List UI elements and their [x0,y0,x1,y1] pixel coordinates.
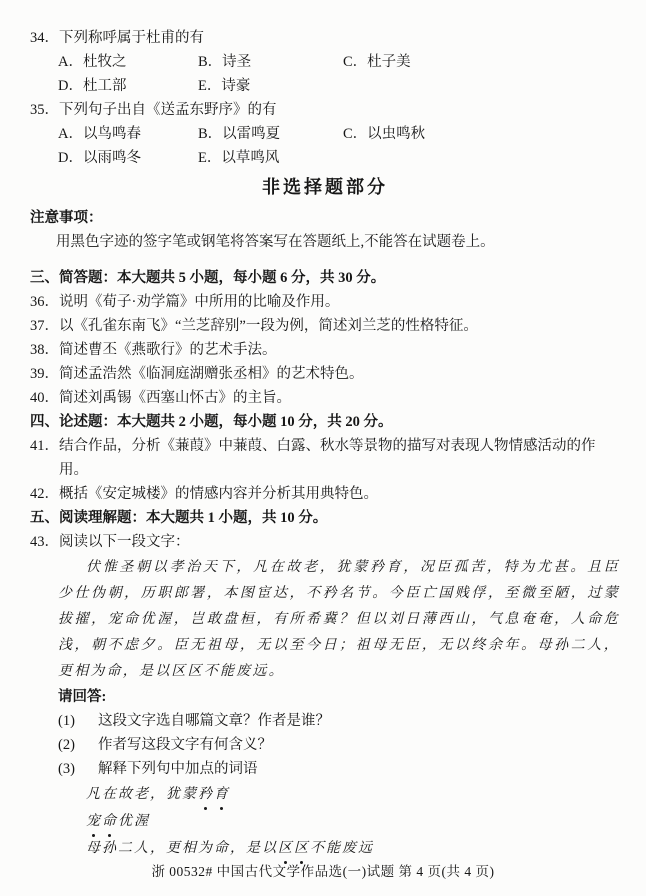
section-4 [30,410,620,506]
reading-passage: 伏惟圣朝以孝治天下，凡在故老，犹蒙矜育，况臣孤苦，特为尤甚。且臣少仕伪朝，历职郎署，本图宦达，不矜名节。今臣亡国贱俘，至微至陋，过蒙拔擢，宠命优渥，岂敢盘桓，有所希冀？但以刘日薄西山，气息奄奄，人命危浅，朝不虑夕。臣无祖母，无以至今日；祖母无臣，无以终余年。母孙二人，更相为命，是以区区不能废远。 [58,560,620,679]
question-40-number: 40． [30,390,59,406]
question-35-option-a: A．以鸟鸣春 [58,126,141,142]
section-4-header: 四、论述题：本大题共 2 小题，每小题 10 分，共 20 分。 [30,414,393,430]
question-37-row [30,314,620,338]
question-35-stem-row [30,98,620,122]
question-43-number: 43． [30,534,59,550]
section-part-heading: 非选择题部分 [262,177,388,197]
question-34-number: 34． [30,30,59,46]
page-footer: 浙 00532# 中国古代文学作品选(一)试题 第 4 页(共 4 页) [151,864,495,879]
phrase-2-dotted-char-1: 宠 [86,808,102,835]
question-40-text: 简述刘禹锡《西塞山怀古》的主旨。 [59,390,291,406]
question-34-stem-row [30,26,620,50]
question-35-option-spacer [343,146,620,170]
question-39-row [30,362,620,386]
question-37-number: 37． [30,318,59,334]
section-3-header: 三、简答题：本大题共 5 小题，每小题 6 分，共 30 分。 [30,270,386,286]
question-35-option-b: B．以雷鸣夏 [198,126,281,142]
question-35-option-e: E．以草鸣风 [198,150,280,166]
question-35-stem: 下列句子出自《送孟东野序》的有 [59,102,277,118]
phrase-2-post: 优渥 [118,814,150,829]
question-34-stem: 下列称呼属于杜甫的有 [59,30,204,46]
phrase-3-dotted-char-2: 区 [294,835,310,862]
question-34-option-a: A．杜牧之 [58,54,127,70]
question-38-row [30,338,620,362]
question-37-text: 以《孔雀东南飞》“兰芝辞别”一段为例，简述刘兰芝的性格特征。 [59,318,478,334]
question-41-number: 41． [30,438,59,454]
question-41-text: 结合作品，分析《蒹葭》中蒹葭、白露、秋水等景物的描写对表现人物情感活动的作用。 [59,438,596,478]
question-42-text: 概括《安定城楼》的情感内容并分析其用典特色。 [59,486,378,502]
subquestion-2 [58,733,620,757]
phrase-3-post: 不能废远 [310,841,374,856]
question-34-option-spacer [343,74,620,98]
question-42-row [30,482,620,506]
question-36-text: 说明《荀子·劝学篇》中所用的比喻及作用。 [59,294,340,310]
notice-block [30,206,620,254]
notice-title: 注意事项： [30,210,103,226]
phrase-1-dotted-char-2: 育 [214,781,230,808]
question-40-row [30,386,620,410]
question-36-number: 36． [30,294,59,310]
question-34-option-e: E．诗豪 [198,78,251,94]
question-34 [30,26,620,98]
phrase-2-dotted-char-2: 命 [102,808,118,835]
section-5-header: 五、阅读理解题：本大题共 1 小题，共 10 分。 [30,510,328,526]
subquestion-3-number: (3) [58,761,75,777]
dotted-phrase-1 [86,781,620,808]
question-43-row [30,530,620,554]
subquestion-1 [58,709,620,733]
question-39-text: 简述孟浩然《临洞庭湖赠张丞相》的艺术特色。 [59,366,364,382]
subquestion-3 [58,757,620,781]
phrase-1-pre: 凡在故老，犹蒙 [86,787,198,802]
subquestion-1-number: (1) [58,713,75,729]
subquestion-2-number: (2) [58,737,75,753]
question-39-number: 39． [30,366,59,382]
question-35-option-c: C．以虫鸣秋 [343,126,426,142]
question-34-options-row-2 [58,74,620,98]
subquestion-2-text: 作者写这段文字有何含义？ [98,737,272,753]
section-3 [30,266,620,410]
subquestion-1-text: 这段文字选自哪篇文章？作者是谁？ [98,713,330,729]
dotted-phrase-3 [86,835,620,862]
phrase-3-dotted-char-1: 区 [278,835,294,862]
question-35-option-d: D．以雨鸣冬 [58,150,141,166]
subquestion-3-text: 解释下列句中加点的词语 [98,761,258,777]
question-35-number: 35． [30,102,59,118]
question-34-option-d: D．杜工部 [58,78,127,94]
answer-prompt: 请回答: [58,689,107,705]
question-35 [30,98,620,170]
dotted-phrase-2 [86,808,620,835]
question-38-text: 简述曹丕《燕歌行》的艺术手法。 [59,342,277,358]
question-36-row [30,290,620,314]
question-34-option-c: C．杜子美 [343,54,411,70]
question-35-options-row-1 [58,122,620,146]
question-34-option-b: B．诗圣 [198,54,252,70]
question-34-options-row-1 [58,50,620,74]
question-38-number: 38． [30,342,59,358]
phrase-3-pre: 母孙二人，更相为命，是以 [86,841,278,856]
section-5 [30,506,620,554]
question-42-number: 42． [30,486,59,502]
notice-body: 用黑色字迹的签字笔或钢笔将答案写在答题纸上,不能答在试题卷上。 [56,234,495,250]
question-35-options-row-2 [58,146,620,170]
phrase-1-dotted-char-1: 矜 [198,781,214,808]
question-41-row [30,434,620,482]
question-43-text: 阅读以下一段文字： [59,534,190,550]
